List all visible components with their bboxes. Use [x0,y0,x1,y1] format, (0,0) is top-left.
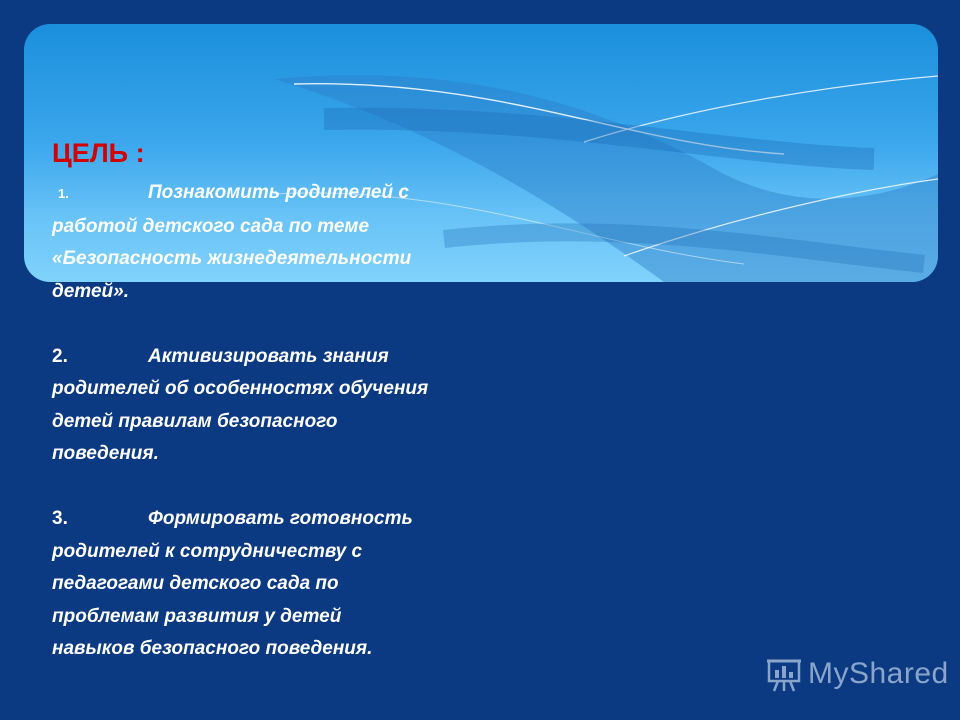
watermark-text: MyShared [808,657,949,690]
item-number: 3. [52,508,68,529]
presentation-board-icon [766,655,802,693]
item-line: детей правилам безопасного [52,410,338,432]
item-line: педагогами детского сада по [52,573,339,594]
item-line: работой детского сада по теме [52,215,370,237]
item-line: Активизировать знания [148,345,389,367]
item-line: родителей к сотрудничеству с [52,540,363,562]
goal-item-3 [52,503,522,666]
goal-title: ЦЕЛЬ : [52,138,145,168]
item-line: Формировать готовность [148,508,413,529]
item-number: 1. [58,186,69,201]
goal-item-2 [52,341,522,471]
item-line: Познакомить родителей с [148,182,409,203]
goal-text-block [52,133,522,666]
item-line: проблемам развития у детей [52,605,342,627]
item-number: 2. [52,345,68,367]
goal-item-1 [52,177,522,308]
item-line: «Безопасность жизнедеятельности [52,248,412,269]
item-line: детей». [52,280,129,302]
item-line: поведения. [52,443,159,464]
watermark-logo [766,652,949,696]
item-line: навыков безопасного поведения. [52,638,373,659]
item-line: родителей об особенностях обучения [52,378,429,399]
